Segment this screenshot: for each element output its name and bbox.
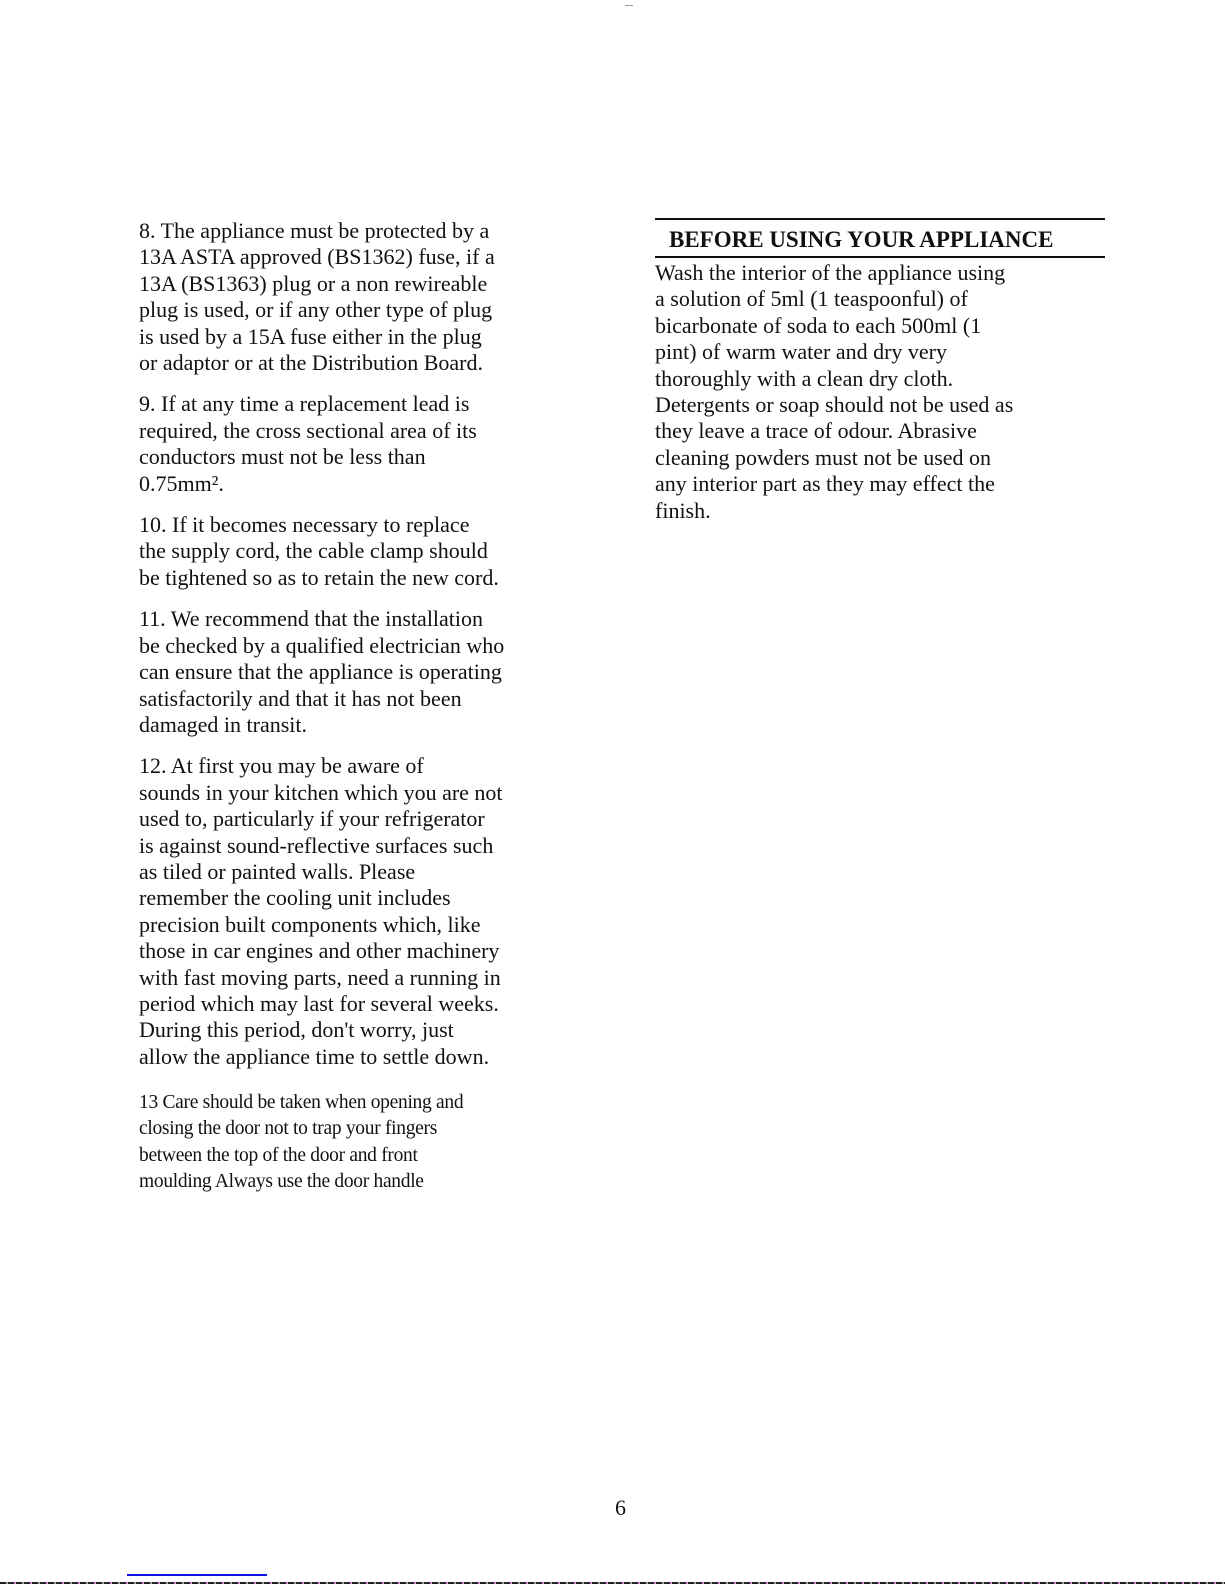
text-line: plug is used, or if any other type of plug [139,297,493,323]
text-line: allow the appliance time to settle down. [139,1043,490,1069]
heading-top-rule [655,218,1105,220]
text-line: as tiled or painted walls. Please [139,858,416,884]
blue-underline-artifact [127,1574,267,1576]
text-line: bicarbonate of soda to each 500ml (1 [655,312,982,338]
text-line: pint) of warm water and dry very [655,339,948,365]
text-line: can ensure that the appliance is operating [139,659,502,685]
text-line: finish. [655,497,711,523]
text-line: 13A ASTA approved (BS1362) fuse, if a [139,244,495,270]
right-column [655,218,1105,539]
text-line: closing the door not to trap your fingers [139,1118,438,1140]
text-line: or adaptor or at the Distribution Board. [139,350,483,376]
text-line: they leave a trace of odour. Abrasive [655,418,977,444]
text-line: 11. We recommend that the installation [139,606,484,632]
text-line: cleaning powders must not be used on [655,444,992,470]
scan-artifact [625,5,633,6]
text-line: 13A (BS1363) plug or a non rewireable [139,270,488,296]
text-line: 9. If at any time a replacement lead is [139,391,470,417]
text-line: the supply cord, the cable clamp should [139,538,488,564]
text-line: be checked by a qualified electrician who [139,632,505,658]
text-line: moulding Always use the door handle [139,1170,424,1192]
text-line: is used by a 15A fuse either in the plug [139,323,482,349]
text-line: satisfactorily and that it has not been [139,685,462,711]
text-line: During this period, don't worry, just [139,1017,454,1043]
text-line: a solution of 5ml (1 teaspoonful) of [655,286,968,312]
text-line: required, the cross sectional area of its [139,417,477,443]
text-line: Detergents or soap should not be used as [655,392,1014,418]
text-line: any interior part as they may effect the [655,471,995,497]
paragraph-8 [139,218,599,376]
page-number: 6 [615,1495,626,1520]
text-line: with fast moving parts, need a running in [139,964,501,990]
text-line: precision built components which, like [139,911,481,937]
bottom-border-artifact [0,1582,1225,1584]
text-line: damaged in transit. [139,711,308,737]
paragraph-9 [139,391,599,497]
section-body [655,260,1105,524]
paragraph-11 [139,606,599,738]
section-heading: BEFORE USING YOUR APPLIANCE [655,224,1105,258]
text-line: remember the cooling unit includes [139,885,451,911]
text-line: is against sound-reflective surfaces such [139,832,494,858]
text-line: conductors must not be less than [139,444,426,470]
paragraph-12 [139,753,599,1070]
text-line: be tightened so as to retain the new cord. [139,564,499,590]
text-line: 10. If it becomes necessary to replace [139,512,470,538]
text-line: period which may last for several weeks. [139,990,499,1016]
text-line: those in car engines and other machinery [139,938,500,964]
text-line: Wash the interior of the appliance using [655,260,1006,285]
paragraph-10 [139,512,599,591]
text-line: 12. At first you may be aware of [139,753,424,779]
text-line: between the top of the door and front [139,1144,418,1166]
text-line: used to, particularly if your refrigerator [139,806,485,832]
text-line: 8. The appliance must be protected by a [139,218,490,243]
text-line: 0.75mm². [139,470,224,496]
text-line: sounds in your kitchen which you are not [139,779,503,805]
text-line: thoroughly with a clean dry cloth. [655,365,954,391]
text-line: 13 Care should be taken when opening and [139,1092,464,1114]
left-column [139,218,599,1210]
paragraph-13 [139,1090,599,1195]
